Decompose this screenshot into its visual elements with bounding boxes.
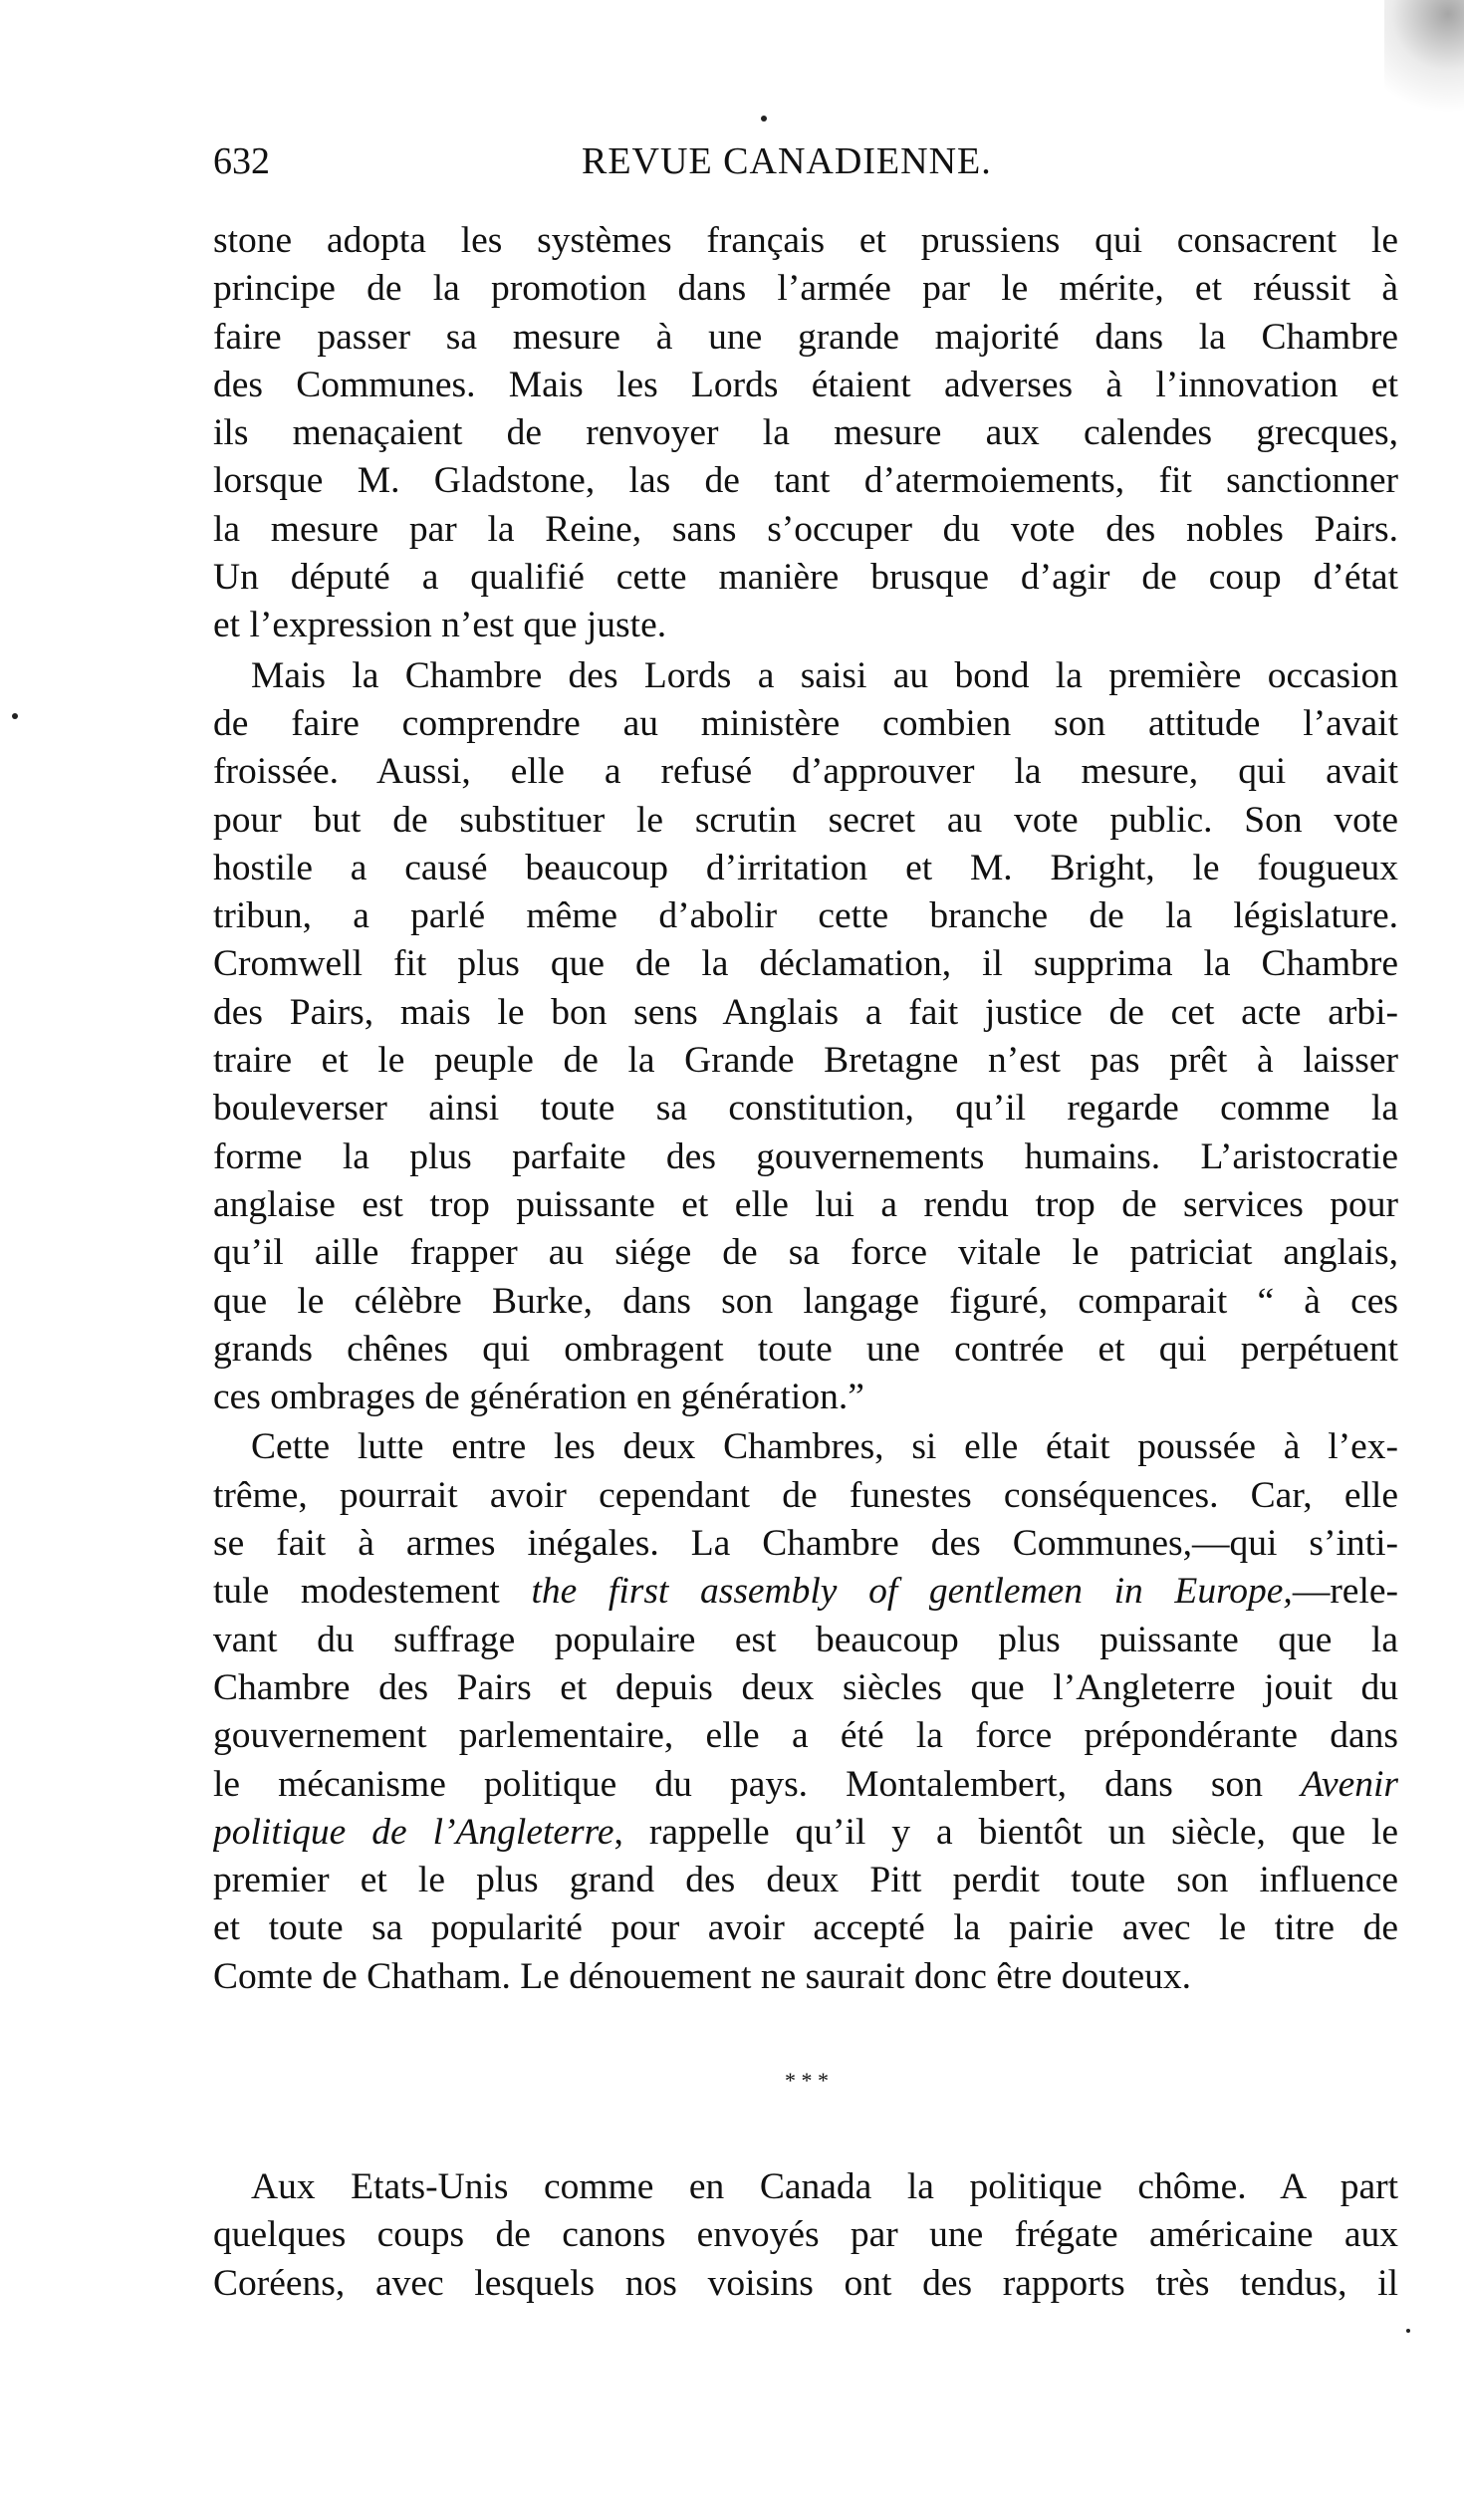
text-line: hostile a causé beaucoup d’irritation et M. Bright, le fougueux bbox=[213, 847, 1398, 888]
italic-phrase: the first assembly of gentlemen in Europe, bbox=[531, 1571, 1293, 1613]
page-number: 632 bbox=[213, 140, 270, 182]
text-line: ils menaçaient de renvoyer la mesure aux calendes grecques, bbox=[213, 412, 1398, 454]
text-line: lorsque M. Gladstone, las de tant d’atermoiements, fit sanctionner bbox=[213, 460, 1398, 502]
ink-speck bbox=[761, 116, 767, 122]
text-line: stone adopta les systèmes français et prussiens qui consacrent le bbox=[213, 220, 1398, 261]
running-title: REVUE CANADIENNE. bbox=[582, 140, 992, 182]
text-line: et l’expression n’est que juste. bbox=[213, 605, 667, 646]
text-line: bouleverser ainsi toute sa constitution, qu’il regarde comme la bbox=[213, 1088, 1398, 1130]
text-line: que le célèbre Burke, dans son langage figuré, comparait “ à ces bbox=[213, 1280, 1398, 1322]
text-line: traire et le peuple de la Grande Bretagne n’est pas prêt à laisser bbox=[213, 1040, 1398, 1082]
text-line: Un député a qualifié cette manière brusque d’agir de coup d’état bbox=[213, 557, 1398, 599]
text-line: Chambre des Pairs et depuis deux siècles que l’Angleterre jouit du bbox=[213, 1666, 1398, 1708]
page-edge-shadow bbox=[1384, 0, 1464, 139]
text-line: Mais la Chambre des Lords a saisi au bond la première occasion bbox=[251, 654, 1398, 696]
text-line: grands chênes qui ombragent toute une contrée et qui perpétuent bbox=[213, 1328, 1398, 1370]
text-line bbox=[213, 1761, 1398, 1809]
text-line: des Pairs, mais le bon sens Anglais a fait justice de cet acte arbi- bbox=[213, 991, 1398, 1033]
ink-speck bbox=[12, 713, 18, 719]
text-line: Comte de Chatham. Le dénouement ne saurait donc être douteux. bbox=[213, 1955, 1191, 1997]
section-separator: * * * bbox=[785, 2068, 829, 2093]
text-line: quelques coups de canons envoyés par une frégate américaine aux bbox=[213, 2214, 1398, 2256]
text-line: anglaise est trop puissante et elle lui a rendu trop de services pour bbox=[213, 1183, 1398, 1225]
text-line: et toute sa popularité pour avoir accepté la pairie avec le titre de bbox=[213, 1907, 1398, 1949]
text-line: Cromwell fit plus que de la déclamation, il supprima la Chambre bbox=[213, 943, 1398, 985]
text-line: Cette lutte entre les deux Chambres, si elle était poussée à l’ex- bbox=[251, 1426, 1398, 1468]
text-line: pour but de substituer le scrutin secret au vote public. Son vote bbox=[213, 799, 1398, 841]
text-line bbox=[213, 1568, 1398, 1616]
text-segment: —rele- bbox=[1292, 1571, 1398, 1613]
text-line: Coréens, avec lesquels nos voisins ont des rapports très tendus, il bbox=[213, 2262, 1398, 2304]
text-segment: le mécanisme politique du pays. Montalembert, dans son bbox=[213, 1763, 1302, 1805]
text-line: Aux Etats-Unis comme en Canada la politique chôme. A part bbox=[251, 2166, 1398, 2207]
italic-title: Avenir bbox=[1301, 1763, 1398, 1805]
text-line: se fait à armes inégales. La Chambre des Communes,—qui s’inti- bbox=[213, 1523, 1398, 1565]
text-line: forme la plus parfaite des gouvernements humains. L’aristocratie bbox=[213, 1135, 1398, 1177]
text-line: premier et le plus grand des deux Pitt perdit toute son influence bbox=[213, 1860, 1398, 1901]
italic-title: politique de l’Angleterre bbox=[213, 1811, 614, 1853]
text-segment: , rappelle qu’il y a bientôt un siècle, que le bbox=[613, 1811, 1398, 1853]
text-line: trême, pourrait avoir cependant de funestes conséquences. Car, elle bbox=[213, 1474, 1398, 1516]
text-line: froissée. Aussi, elle a refusé d’approuver la mesure, qui avait bbox=[213, 751, 1398, 793]
text-line: gouvernement parlementaire, elle a été la force prépondérante dans bbox=[213, 1715, 1398, 1757]
ink-speck bbox=[1406, 2329, 1410, 2333]
text-segment: tule modestement bbox=[213, 1571, 532, 1613]
text-line: des Communes. Mais les Lords étaient adverses à l’innovation et bbox=[213, 364, 1398, 405]
text-line: tribun, a parlé même d’abolir cette branche de la législature. bbox=[213, 895, 1398, 937]
next-section-text bbox=[213, 2163, 1398, 2308]
page-header bbox=[213, 139, 1398, 189]
text-line: faire passer sa mesure à une grande majorité dans la Chambre bbox=[213, 316, 1398, 358]
text-line: principe de la promotion dans l’armée par le mérite, et réussit à bbox=[213, 268, 1398, 310]
text-line: la mesure par la Reine, sans s’occuper du vote des nobles Pairs. bbox=[213, 508, 1398, 550]
text-line: qu’il aille frapper au siége de sa force vitale le patriciat anglais, bbox=[213, 1232, 1398, 1274]
text-line: vant du suffrage populaire est beaucoup plus puissante que la bbox=[213, 1619, 1398, 1660]
text-line: de faire comprendre au ministère combien son attitude l’avait bbox=[213, 702, 1398, 744]
main-text bbox=[213, 217, 1398, 2001]
text-line bbox=[213, 1809, 1398, 1857]
text-line: ces ombrages de génération en génération.” bbox=[213, 1377, 864, 1418]
